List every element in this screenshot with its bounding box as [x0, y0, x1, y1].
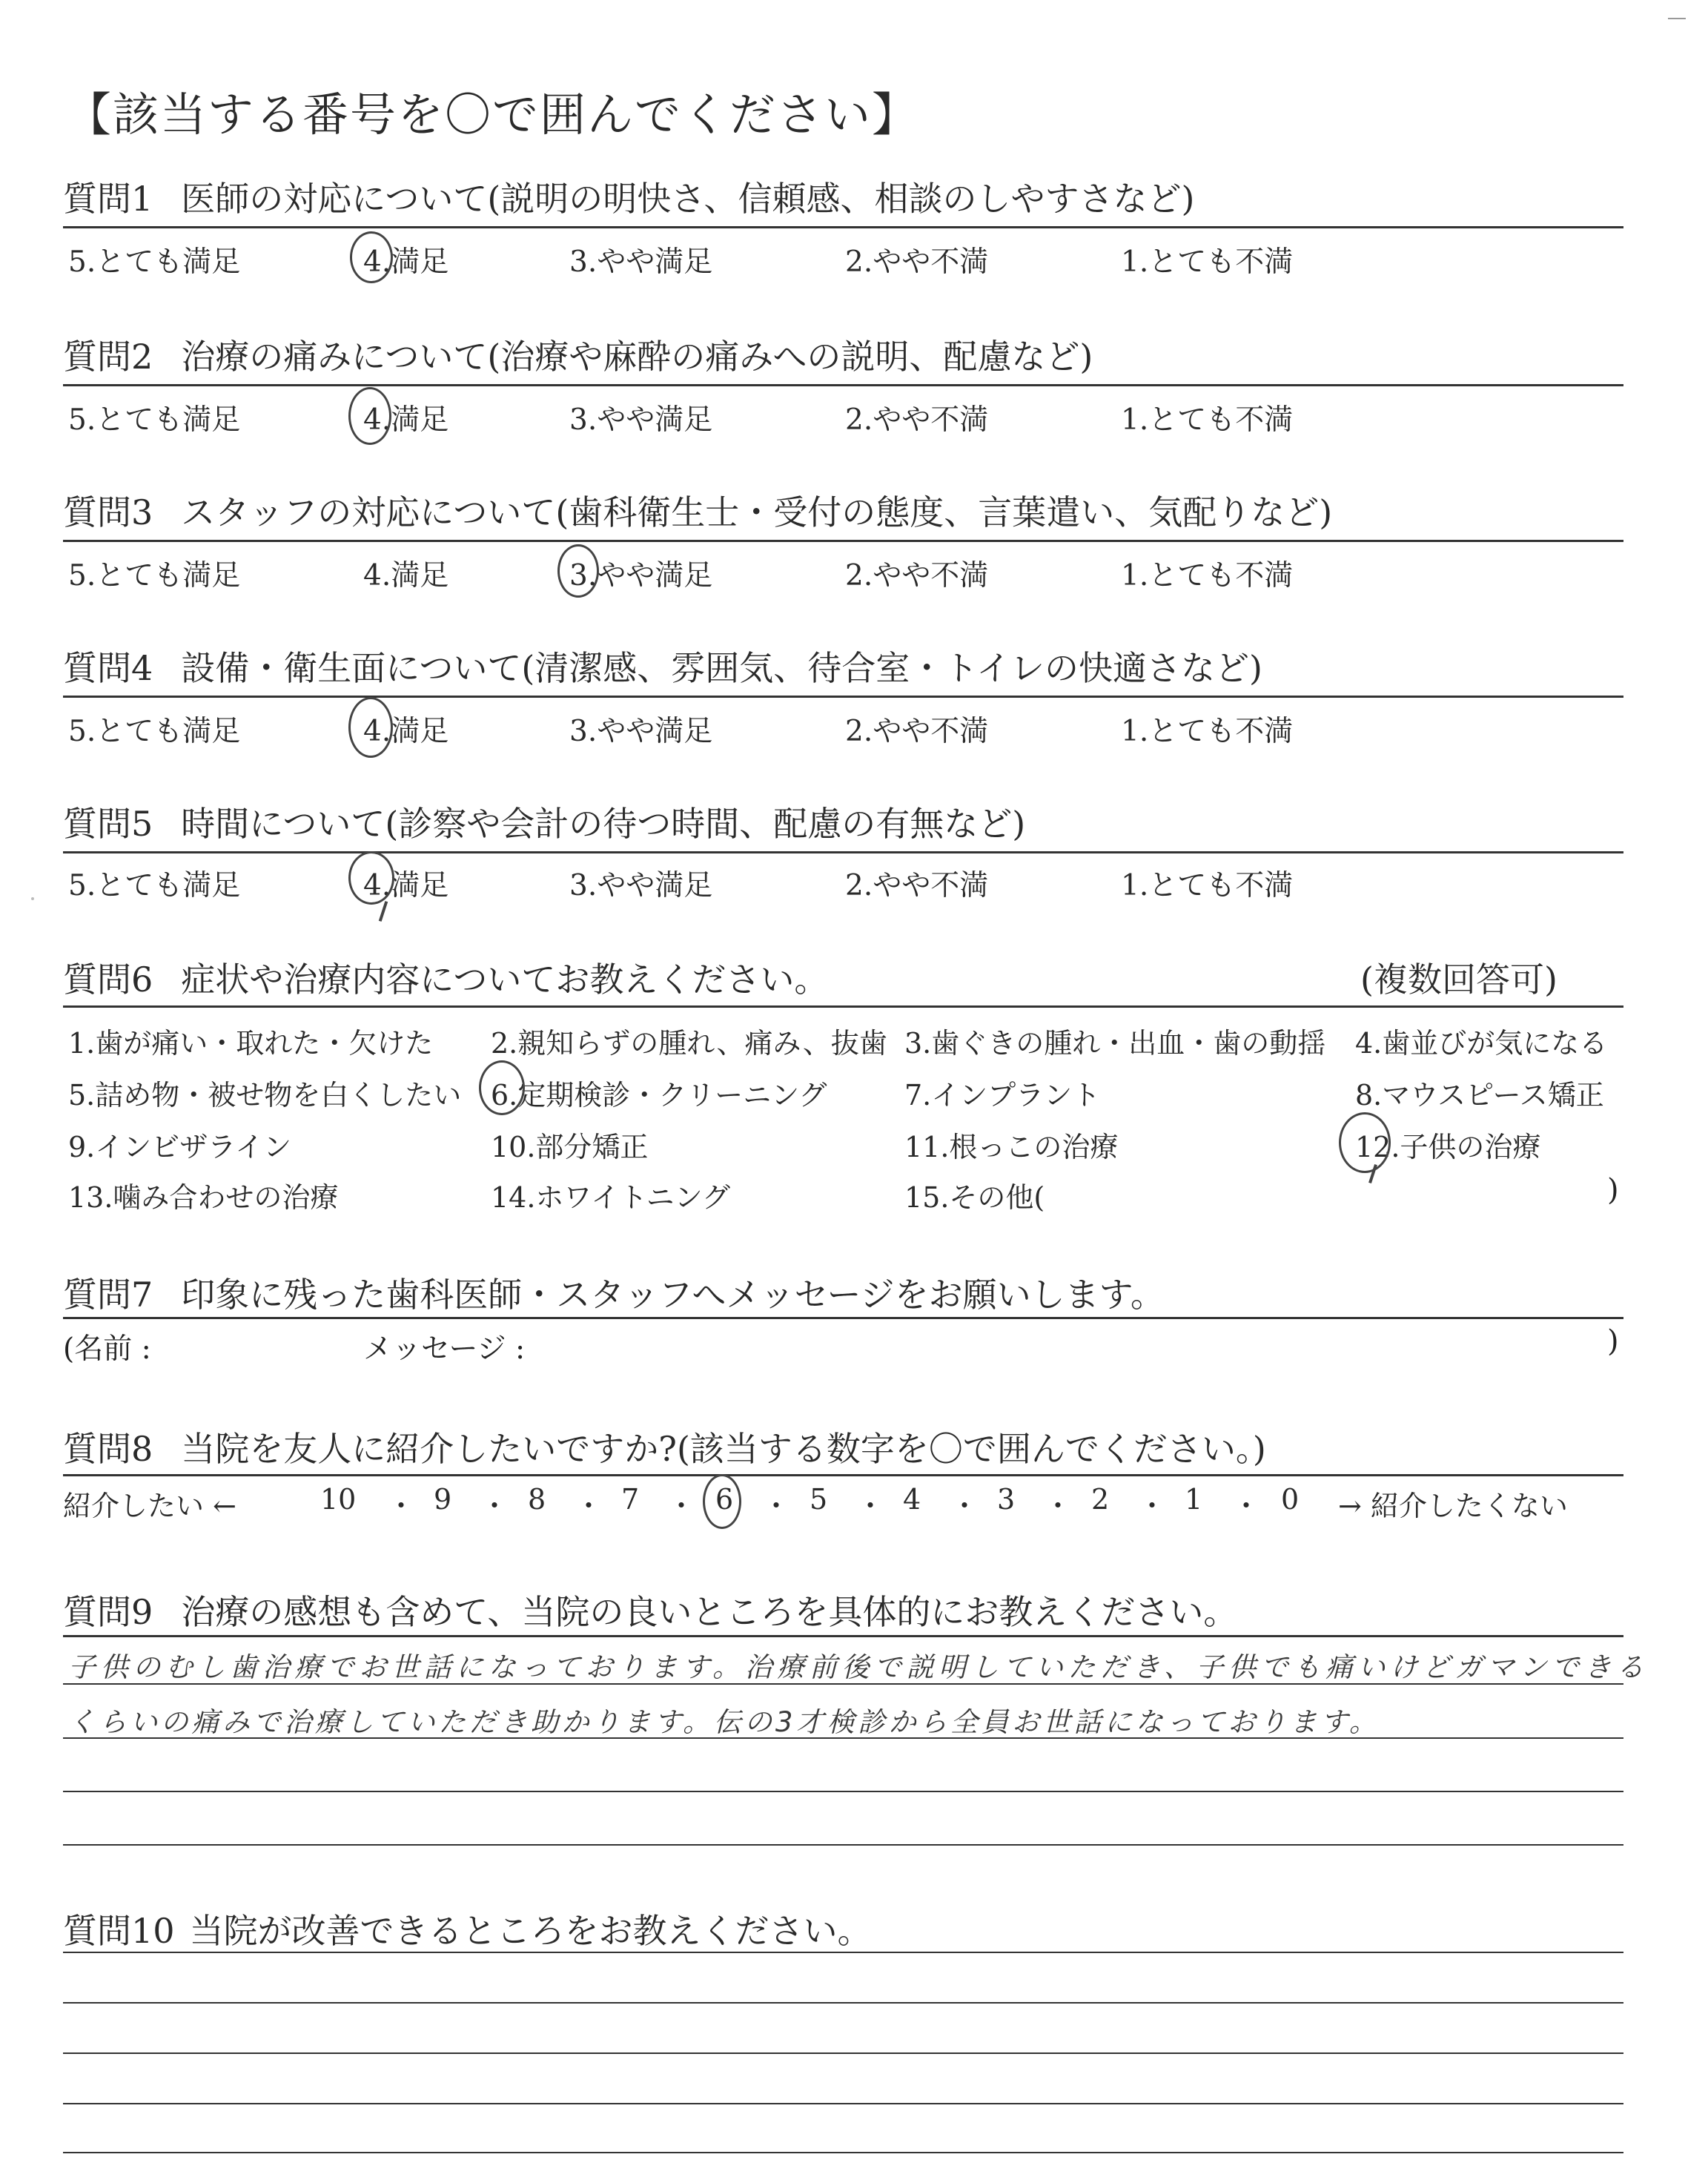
- divider: [63, 384, 1623, 386]
- divider: [63, 696, 1623, 698]
- question-text: 印象に残った歯科医師・スタッフへメッセージをお願いします。: [181, 1275, 1165, 1315]
- category-option-15[interactable]: 15.その他(: [904, 1181, 1045, 1214]
- rating-option-3[interactable]: 3.やや満足: [569, 403, 713, 437]
- question-5: [63, 797, 1025, 846]
- scan-dot: [31, 897, 34, 900]
- question-4: [63, 641, 1262, 690]
- divider: [63, 1317, 1623, 1319]
- rating-option-3[interactable]: 3.やや満足: [569, 559, 713, 592]
- scale-number-2[interactable]: 2: [1091, 1483, 1110, 1516]
- question-text: 当院を友人に紹介したいですか?(該当する数字を〇で囲んでください。): [181, 1429, 1266, 1469]
- question-number: 質問5: [63, 804, 153, 844]
- scale-number-8[interactable]: 8: [528, 1483, 546, 1516]
- rating-option-4[interactable]: 4.満足: [363, 245, 449, 279]
- question-number: 質問1: [63, 179, 153, 219]
- scale-number-6[interactable]: 6: [715, 1483, 734, 1516]
- answer-line: [63, 1844, 1623, 1846]
- category-option-1[interactable]: 1.歯が痛い・取れた・欠けた: [68, 1027, 434, 1060]
- rating-option-2[interactable]: 2.やや不満: [845, 559, 989, 592]
- scale-dot: ・: [1232, 1490, 1261, 1522]
- rating-option-4[interactable]: 4.満足: [363, 559, 449, 592]
- message-label: メッセージ :: [363, 1332, 526, 1366]
- rating-option-2[interactable]: 2.やや不満: [845, 245, 989, 279]
- name-label: (名前 :: [63, 1332, 151, 1366]
- scale-number-10[interactable]: 10: [320, 1483, 357, 1516]
- question-10: [63, 1904, 872, 1953]
- rating-option-1[interactable]: 1.とても不満: [1121, 403, 1294, 437]
- rating-option-5[interactable]: 5.とても満足: [68, 245, 241, 279]
- handwritten-answer-line: 子供のむし歯治療でお世話になっております。治療前後で説明していただき、子供でも痛いけどガマンできる: [68, 1651, 1649, 1683]
- divider: [63, 851, 1623, 853]
- category-option-9[interactable]: 9.インビザライン: [68, 1131, 292, 1163]
- scale-dot: ・: [950, 1490, 979, 1522]
- pen-stroke: [1368, 1164, 1377, 1183]
- rating-option-1[interactable]: 1.とても不満: [1121, 715, 1294, 748]
- rating-option-3[interactable]: 3.やや満足: [569, 715, 713, 748]
- divider: [63, 1635, 1623, 1637]
- pen-stroke: [379, 901, 388, 922]
- divider: [63, 1005, 1623, 1008]
- other-close-paren: ): [1607, 1173, 1619, 1207]
- category-option-11[interactable]: 11.根っこの治療: [904, 1131, 1119, 1163]
- scale-left-label: 紹介したい ←: [63, 1490, 236, 1522]
- rating-option-2[interactable]: 2.やや不満: [845, 403, 989, 437]
- divider: [63, 540, 1623, 542]
- question-text: 症状や治療内容についてお教えください。: [181, 960, 829, 1000]
- question-8: [63, 1422, 1266, 1471]
- scale-dot: ・: [667, 1490, 696, 1522]
- rating-option-4[interactable]: 4.満足: [363, 869, 449, 902]
- scale-number-3[interactable]: 3: [997, 1483, 1016, 1516]
- scale-number-1[interactable]: 1: [1185, 1483, 1203, 1516]
- scale-dot: ・: [1138, 1490, 1167, 1522]
- question-3: [63, 486, 1332, 535]
- question-number: 質問10: [63, 1911, 175, 1951]
- answer-line: [63, 2103, 1623, 2104]
- answer-line: [63, 1683, 1623, 1685]
- category-option-10[interactable]: 10.部分矯正: [491, 1131, 649, 1163]
- handwritten-answer-line: くらいの痛みで治療していただき助かります。伝の3才検診から全員お世話になっております。: [68, 1706, 1380, 1738]
- answer-line: [63, 1952, 1623, 1953]
- category-option-4[interactable]: 4.歯並びが気になる: [1355, 1027, 1608, 1060]
- scale-number-9[interactable]: 9: [434, 1483, 452, 1516]
- rating-option-5[interactable]: 5.とても満足: [68, 715, 241, 748]
- scale-dot: ・: [1044, 1490, 1073, 1522]
- category-option-13[interactable]: 13.噛み合わせの治療: [68, 1181, 339, 1214]
- answer-line: [63, 2152, 1623, 2153]
- question-text: 時間について(診察や会計の待つ時間、配慮の有無など): [181, 804, 1026, 844]
- question-1: [63, 172, 1194, 221]
- scan-mark: [1668, 18, 1686, 25]
- scale-dot: ・: [856, 1490, 885, 1522]
- answer-line: [63, 1791, 1623, 1792]
- rating-option-1[interactable]: 1.とても不満: [1121, 869, 1294, 902]
- category-option-5[interactable]: 5.詰め物・被せ物を白くしたい: [68, 1079, 462, 1112]
- scale-number-5[interactable]: 5: [810, 1483, 828, 1516]
- multiple-answer-note: (複数回答可): [1360, 960, 1558, 1000]
- scale-dot: ・: [762, 1490, 791, 1522]
- message-close-paren: ): [1607, 1324, 1619, 1358]
- rating-option-2[interactable]: 2.やや不満: [845, 715, 989, 748]
- scale-number-0[interactable]: 0: [1281, 1483, 1300, 1516]
- question-number: 質問4: [63, 648, 153, 688]
- question-text: 治療の感想も含めて、当院の良いところを具体的にお教えください。: [181, 1592, 1238, 1632]
- scale-number-4[interactable]: 4: [903, 1483, 921, 1516]
- rating-option-5[interactable]: 5.とても満足: [68, 869, 241, 902]
- answer-line: [63, 2002, 1623, 2004]
- category-option-3[interactable]: 3.歯ぐきの腫れ・出血・歯の動揺: [904, 1027, 1326, 1060]
- page-heading: 【該当する番号を〇で囲んでください】: [65, 87, 920, 142]
- category-option-6[interactable]: 6.定期検診・クリーニング: [491, 1079, 827, 1112]
- rating-option-2[interactable]: 2.やや不満: [845, 869, 989, 902]
- question-number: 質問6: [63, 960, 153, 1000]
- scale-number-7[interactable]: 7: [621, 1483, 640, 1516]
- question-text: スタッフの対応について(歯科衛生士・受付の態度、言葉遣い、気配りなど): [181, 492, 1333, 532]
- category-option-8[interactable]: 8.マウスピース矯正: [1355, 1079, 1604, 1112]
- answer-line: [63, 1737, 1623, 1739]
- question-number: 質問3: [63, 492, 153, 532]
- category-option-2[interactable]: 2.親知らずの腫れ、痛み、抜歯: [491, 1027, 887, 1060]
- question-number: 質問7: [63, 1275, 153, 1315]
- question-text: 医師の対応について(説明の明快さ、信頼感、相談のしやすさなど): [181, 179, 1195, 219]
- category-option-12[interactable]: 12.子供の治療: [1355, 1131, 1541, 1163]
- question-2: [63, 330, 1093, 379]
- question-text: 設備・衛生面について(清潔感、雰囲気、待合室・トイレの快適さなど): [181, 648, 1262, 688]
- divider: [63, 1474, 1623, 1476]
- rating-option-5[interactable]: 5.とても満足: [68, 559, 241, 592]
- question-9: [63, 1585, 1237, 1634]
- scale-dot: ・: [387, 1490, 416, 1522]
- rating-option-1[interactable]: 1.とても不満: [1121, 559, 1294, 592]
- category-option-7[interactable]: 7.インプラント: [904, 1079, 1101, 1112]
- scale-dot: ・: [480, 1490, 509, 1522]
- rating-option-4[interactable]: 4.満足: [363, 403, 449, 437]
- scale-dot: ・: [575, 1490, 603, 1522]
- rating-option-3[interactable]: 3.やや満足: [569, 869, 713, 902]
- question-number: 質問2: [63, 337, 153, 377]
- rating-option-4[interactable]: 4.満足: [363, 715, 449, 748]
- question-number: 質問8: [63, 1429, 153, 1469]
- rating-option-3[interactable]: 3.やや満足: [569, 245, 713, 279]
- question-text: 治療の痛みについて(治療や麻酔の痛みへの説明、配慮など): [181, 337, 1093, 377]
- divider: [63, 226, 1623, 228]
- rating-option-5[interactable]: 5.とても満足: [68, 403, 241, 437]
- question-6: [63, 953, 828, 1002]
- question-text: 当院が改善できるところをお教えください。: [189, 1911, 872, 1951]
- answer-line: [63, 2052, 1623, 2054]
- question-7: [63, 1268, 1165, 1317]
- rating-option-1[interactable]: 1.とても不満: [1121, 245, 1294, 279]
- scale-right-label: → 紹介したくない: [1338, 1490, 1568, 1522]
- category-option-14[interactable]: 14.ホワイトニング: [491, 1181, 731, 1214]
- question-number: 質問9: [63, 1592, 153, 1632]
